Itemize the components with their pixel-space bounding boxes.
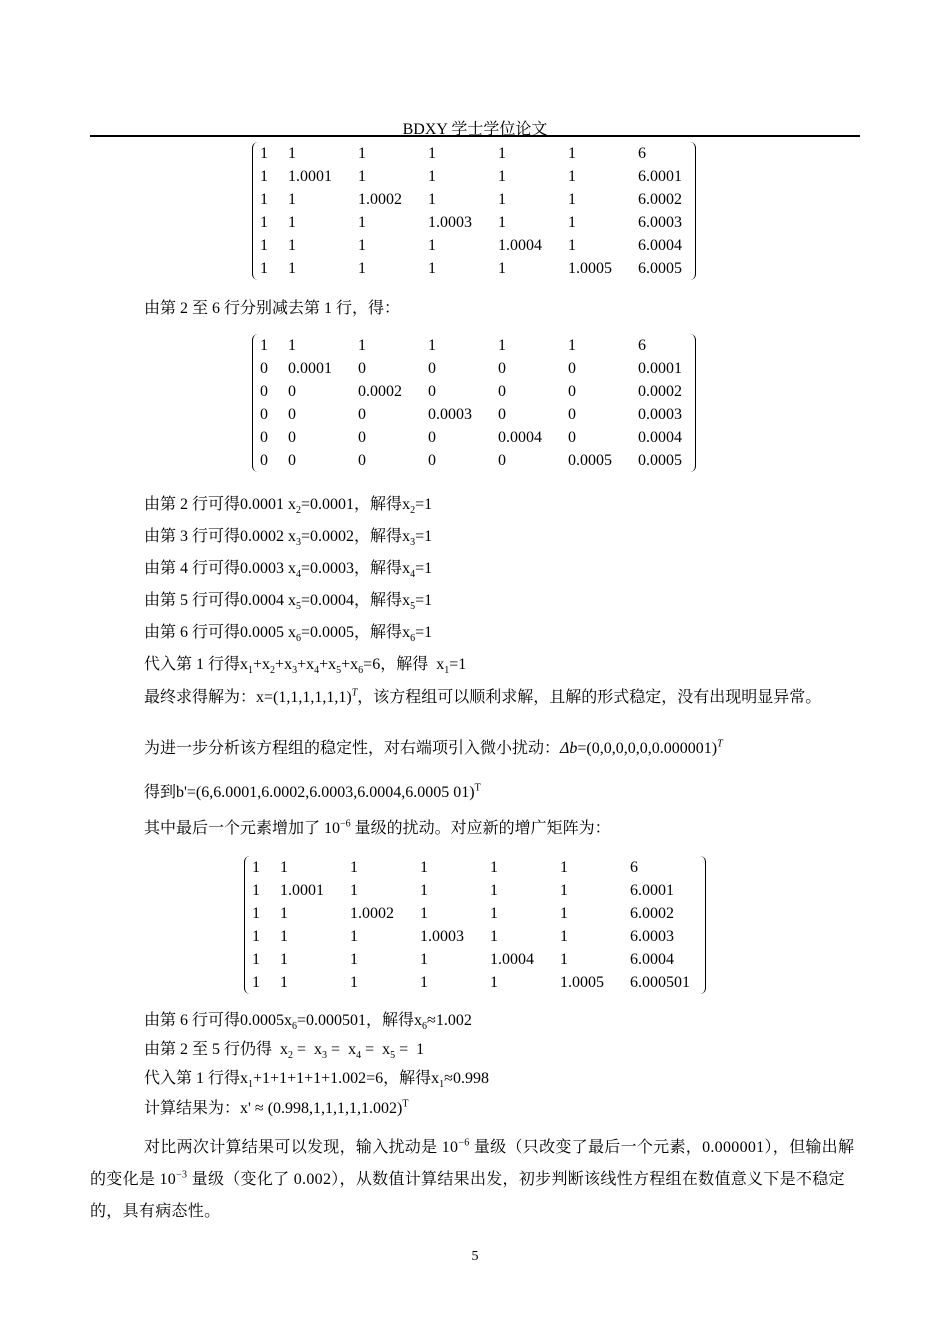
matrix-cell: 0 xyxy=(568,429,576,446)
matrix-cell: 0 xyxy=(260,360,268,377)
matrix-cell: 1 xyxy=(280,859,288,876)
matrix-cell: 0 xyxy=(428,429,436,446)
matrix-cell: 1 xyxy=(358,260,366,277)
matrix-cell: 1 xyxy=(260,237,268,254)
matrix-cell: 1 xyxy=(358,145,366,162)
matrix-row xyxy=(252,188,696,211)
matrix-cell: 1 xyxy=(568,337,576,354)
matrix-cell: 1.0005 xyxy=(568,260,612,277)
matrix-row xyxy=(244,902,706,925)
matrix-cell: 6 xyxy=(638,337,646,354)
matrix-cell: 0 xyxy=(428,360,436,377)
matrix-cell: 0 xyxy=(358,406,366,423)
matrix-cell: 1.0001 xyxy=(280,882,324,899)
step-subtract-rows: 由第 2 至 6 行分别减去第 1 行，得： xyxy=(144,300,401,317)
matrix-cell: 6 xyxy=(630,859,638,876)
matrix-cell: 0.0002 xyxy=(358,383,402,400)
matrix-row xyxy=(252,449,696,472)
matrix-cell: 1 xyxy=(560,882,568,899)
augmented-matrix-reduced xyxy=(252,334,696,472)
matrix-cell: 1 xyxy=(280,905,288,922)
matrix-cell: 1 xyxy=(560,928,568,945)
page-number: 5 xyxy=(471,1249,479,1264)
matrix-cell: 6.0001 xyxy=(630,882,674,899)
matrix-cell: 1 xyxy=(428,337,436,354)
matrix-cell: 1 xyxy=(420,974,428,991)
matrix-cell: 1 xyxy=(428,145,436,162)
matrix-cell: 1 xyxy=(560,951,568,968)
matrix-row xyxy=(252,334,696,357)
matrix-cell: 1 xyxy=(498,145,506,162)
augmented-matrix-original xyxy=(252,142,696,280)
matrix-cell: 1 xyxy=(428,168,436,185)
matrix-row xyxy=(252,426,696,449)
matrix-cell: 1 xyxy=(560,905,568,922)
matrix-cell: 6.0002 xyxy=(638,191,682,208)
matrix-cell: 1 xyxy=(260,337,268,354)
matrix-cell: 6.0003 xyxy=(638,214,682,231)
matrix-cell: 1 xyxy=(428,237,436,254)
matrix-cell: 1 xyxy=(358,214,366,231)
matrix-cell: 1 xyxy=(490,905,498,922)
matrix-cell: 0 xyxy=(428,383,436,400)
matrix-cell: 1 xyxy=(288,260,296,277)
matrix-cell: 1 xyxy=(568,214,576,231)
matrix-cell: 0 xyxy=(498,360,506,377)
header-rule xyxy=(90,135,860,137)
matrix-cell: 1 xyxy=(280,951,288,968)
matrix-cell: 1 xyxy=(358,237,366,254)
matrix-cell: 0 xyxy=(260,452,268,469)
matrix-cell: 1 xyxy=(490,928,498,945)
matrix-cell: 0 xyxy=(498,383,506,400)
matrix-cell: 1.0001 xyxy=(288,168,332,185)
matrix-cell: 0 xyxy=(288,452,296,469)
matrix-cell: 1 xyxy=(420,859,428,876)
matrix-row xyxy=(252,211,696,234)
matrix-cell: 1 xyxy=(428,191,436,208)
matrix-cell: 1 xyxy=(252,928,260,945)
matrix-cell: 1 xyxy=(280,928,288,945)
matrix-cell: 6.0001 xyxy=(638,168,682,185)
matrix-cell: 0.0002 xyxy=(638,383,682,400)
matrix-cell: 1 xyxy=(280,974,288,991)
matrix-row xyxy=(252,165,696,188)
matrix-cell: 1 xyxy=(288,237,296,254)
matrix-cell: 0 xyxy=(568,406,576,423)
matrix-cell: 1 xyxy=(260,191,268,208)
matrix-row xyxy=(252,234,696,257)
matrix-cell: 1.0004 xyxy=(498,237,542,254)
matrix-cell: 1.0005 xyxy=(560,974,604,991)
matrix-row xyxy=(244,971,706,994)
matrix-cell: 6 xyxy=(638,145,646,162)
matrix-cell: 0.0001 xyxy=(288,360,332,377)
matrix-cell: 1 xyxy=(568,237,576,254)
matrix-row xyxy=(252,257,696,280)
perturbed-rhs: 得到b'=(6,6.0001,6.0002,6.0003,6.0004,6.0005 01)$^T$ xyxy=(144,782,481,801)
matrix-cell: 6.0004 xyxy=(638,237,682,254)
augmented-matrix-perturbed xyxy=(244,856,706,994)
matrix-cell: 1 xyxy=(260,145,268,162)
matrix-cell: 0 xyxy=(288,383,296,400)
matrix-row xyxy=(244,856,706,879)
perturbation-intro: 为进一步分析该方程组的稳定性，对右端项引入微小扰动：$\Delta b=(0,0,0,0,0,0.000001)^T$ xyxy=(144,738,723,757)
conclusion-paragraph: 对比两次计算结果可以发现，输入扰动是 $10^{-6}$ 量级（只改变了最后一个元素，0.000001），但输出解的变化是 $10^{-3}$ 量级（变化了 0.002），从数值计算结果出发，初步判断该线性方程组在数值意义下是不稳定的，具有病态性。 xyxy=(90,1137,855,1220)
matrix-cell: 0 xyxy=(498,452,506,469)
matrix-row xyxy=(252,357,696,380)
matrix-cell: 1 xyxy=(252,905,260,922)
matrix-cell: 1 xyxy=(498,168,506,185)
matrix-cell: 1 xyxy=(350,882,358,899)
matrix-cell: 1.0003 xyxy=(428,214,472,231)
matrix-cell: 0 xyxy=(568,383,576,400)
matrix-cell: 0 xyxy=(358,452,366,469)
matrix-cell: 1.0002 xyxy=(350,905,394,922)
matrix-cell: 0 xyxy=(288,406,296,423)
matrix-cell: 1 xyxy=(490,882,498,899)
perturbed-row6-solution: 由第 6 行可得$0.0005x_6=0.000501$，解得$x_6\approx 1.002$ xyxy=(144,1012,472,1033)
matrix-cell: 1 xyxy=(420,882,428,899)
matrix-row xyxy=(244,925,706,948)
matrix-cell: 0 xyxy=(260,429,268,446)
final-solution-paragraph: 最终求得解为：$x=(1,1,1,1,1,1)^T$，该方程组可以顺利求解，且解的形式稳定，没有出现明显异常。 xyxy=(144,687,822,706)
matrix-cell: 1 xyxy=(252,951,260,968)
row-solution: 由第 4 行可得0.0003 $x_4=0.0003$，解得$x_4=1$ xyxy=(144,560,433,581)
matrix-cell: 1 xyxy=(252,882,260,899)
matrix-cell: 1 xyxy=(358,168,366,185)
matrix-row xyxy=(252,403,696,426)
matrix-cell: 1 xyxy=(498,191,506,208)
substitute-first-row: 代入第 1 行得$x_1+x_2+x_3+x_4+x_5+x_6=6$，解得 $x_1=1$ xyxy=(144,656,467,677)
matrix-cell: 1 xyxy=(420,905,428,922)
matrix-row xyxy=(252,380,696,403)
row-solution: 由第 6 行可得0.0005 $x_6=0.0005$，解得$x_6=1$ xyxy=(144,624,433,645)
matrix-cell: 0.0005 xyxy=(638,452,682,469)
matrix-cell: 1 xyxy=(288,214,296,231)
matrix-cell: 1 xyxy=(358,337,366,354)
matrix-cell: 1 xyxy=(288,145,296,162)
matrix-cell: 1 xyxy=(252,974,260,991)
matrix-cell: 6.0005 xyxy=(638,260,682,277)
matrix-cell: 0.0004 xyxy=(638,429,682,446)
matrix-cell: 1.0004 xyxy=(490,951,534,968)
matrix-cell: 0 xyxy=(428,452,436,469)
matrix-cell: 1 xyxy=(568,191,576,208)
matrix-cell: 1 xyxy=(288,337,296,354)
matrix-cell: 0 xyxy=(288,429,296,446)
matrix-cell: 1 xyxy=(498,214,506,231)
matrix-cell: 0 xyxy=(260,383,268,400)
matrix-cell: 1 xyxy=(428,260,436,277)
matrix-row xyxy=(244,948,706,971)
matrix-cell: 1 xyxy=(498,337,506,354)
matrix-cell: 1 xyxy=(350,974,358,991)
matrix-cell: 1 xyxy=(490,859,498,876)
matrix-cell: 1 xyxy=(490,974,498,991)
matrix-cell: 1 xyxy=(252,859,260,876)
matrix-cell: 0 xyxy=(358,429,366,446)
matrix-cell: 6.0003 xyxy=(630,928,674,945)
matrix-cell: 6.000501 xyxy=(630,974,690,991)
matrix-cell: 0.0005 xyxy=(568,452,612,469)
matrix-cell: 1 xyxy=(350,928,358,945)
matrix-cell: 1 xyxy=(288,191,296,208)
matrix-cell: 1 xyxy=(568,145,576,162)
matrix-cell: 0.0004 xyxy=(498,429,542,446)
matrix-cell: 1 xyxy=(420,951,428,968)
row-solution: 由第 5 行可得0.0004 $x_5=0.0004$，解得$x_5=1$ xyxy=(144,592,433,613)
matrix-cell: 1 xyxy=(568,168,576,185)
matrix-cell: 1 xyxy=(560,859,568,876)
matrix-cell: 1 xyxy=(350,859,358,876)
row-solution: 由第 3 行可得0.0002 $x_3=0.0002$，解得$x_3=1$ xyxy=(144,528,433,549)
running-header: BDXY 学士学位论文 xyxy=(402,121,548,138)
matrix-cell: 0 xyxy=(260,406,268,423)
matrix-cell: 6.0004 xyxy=(630,951,674,968)
matrix-cell: 1 xyxy=(260,168,268,185)
matrix-row xyxy=(244,879,706,902)
substitute-first-row-perturbed: 代入第 1 行得$x_1+1+1+1+1+1.002=6$，解得$x_1\approx 0.998$ xyxy=(144,1070,489,1091)
matrix-cell: 0.0003 xyxy=(428,406,472,423)
matrix-cell: 1.0003 xyxy=(420,928,464,945)
matrix-cell: 0 xyxy=(498,406,506,423)
matrix-cell: 0.0001 xyxy=(638,360,682,377)
matrix-cell: 1.0002 xyxy=(358,191,402,208)
row-solution: 由第 2 行可得0.0001 $x_2=0.0001$，解得$x_2=1$ xyxy=(144,496,433,517)
perturbed-result: 计算结果为：$x' \approx (0.998,1,1,1,1,1.002)^T$ xyxy=(144,1098,409,1117)
rows2to5-solution: 由第 2 至 5 行仍得 $x_2 = x_3 = x_4 = x_5 = 1$ xyxy=(144,1041,425,1062)
matrix-cell: 0 xyxy=(358,360,366,377)
matrix-cell: 1 xyxy=(498,260,506,277)
matrix-cell: 0 xyxy=(568,360,576,377)
matrix-cell: 1 xyxy=(350,951,358,968)
matrix-cell: 0.0003 xyxy=(638,406,682,423)
matrix-cell: 1 xyxy=(260,260,268,277)
matrix-cell: 1 xyxy=(260,214,268,231)
new-matrix-intro: 其中最后一个元素增加了 $10^{-6}$ 量级的扰动。对应新的增广矩阵为： xyxy=(144,818,611,837)
matrix-row xyxy=(252,142,696,165)
matrix-cell: 6.0002 xyxy=(630,905,674,922)
